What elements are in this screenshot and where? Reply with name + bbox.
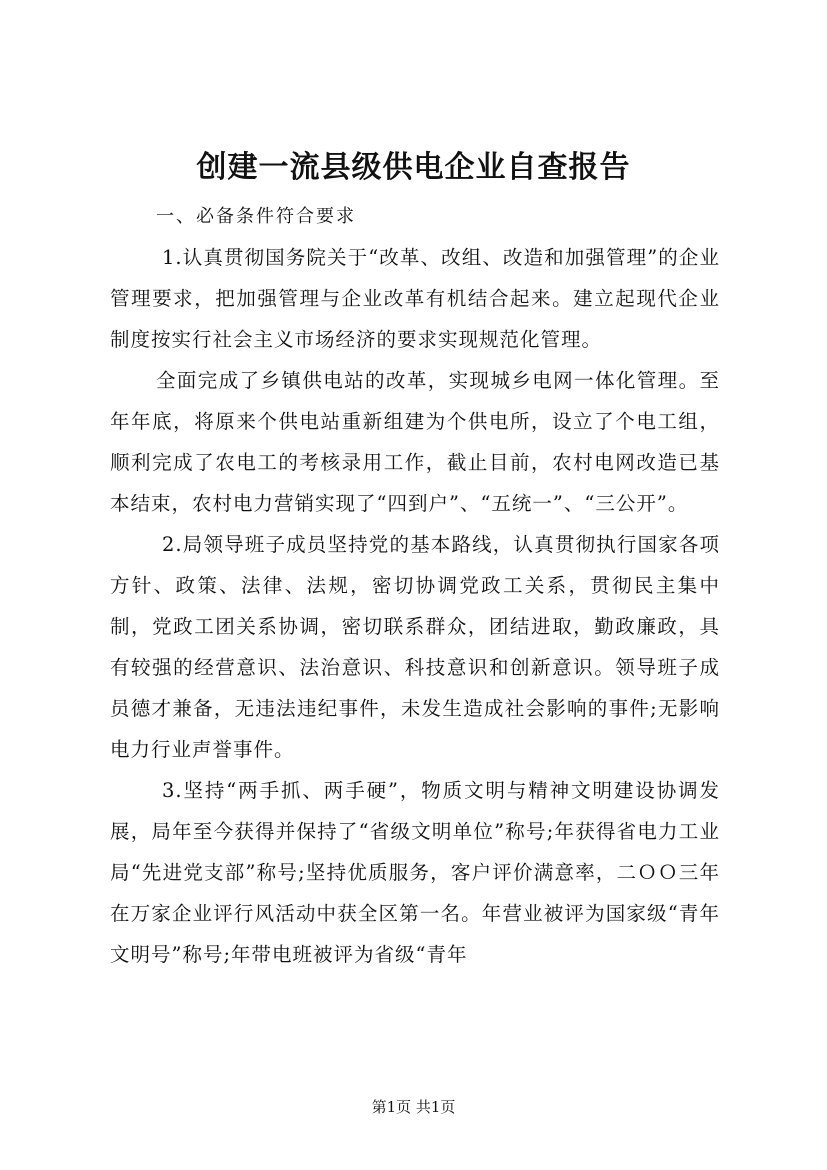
- page-footer: 第1页 共1页: [371, 1098, 456, 1116]
- paragraph-2: 全面完成了乡镇供电站的改革，实现城乡电网一体化管理。至年年底，将原来个供电站重新组建为个供电所，设立了个电工组，顺利完成了农电工的考核录用工作，截止目前，农村电网改造已基本结束，农村电力营销实现了“四到户”、“五统一”、“三公开”。: [110, 369, 720, 515]
- document-body: [110, 196, 720, 975]
- paragraph-1: 1.认真贯彻国务院关于“改革、改组、改造和加强管理”的企业管理要求，把加强管理与企业改革有机结合起来。建立起现代企业制度按实行社会主义市场经济的要求实现规范化管理。: [110, 246, 720, 351]
- section-heading: 一、必备条件符合要求: [156, 206, 356, 227]
- paragraph-3: 2.局领导班子成员坚持党的基本路线，认真贯彻执行国家各项方针、政策、法律、法规，密切协调党政工关系，贯彻民主集中制，党政工团关系协调，密切联系群众，团结进取，勤政廉政，具有较强的经营意识、法治意识、科技意识和创新意识。领导班子成员德才兼备，无违法违纪事件，未发生造成社会影响的事件;无影响电力行业声誉事件。: [110, 533, 720, 761]
- document-title: 创建一流县级供电企业自查报告: [196, 150, 631, 185]
- paragraph-4: 3.坚持“两手抓、两手硬”，物质文明与精神文明建设协调发展，局年至今获得并保持了“省级文明单位”称号;年获得省电力工业局“先进党支部”称号;坚持优质服务，客户评价满意率，二ＯＯ三年在万家企业评行风活动中获全区第一名。年营业被评为国家级“青年文明号”称号;年带电班被评为省级“青年: [110, 779, 720, 966]
